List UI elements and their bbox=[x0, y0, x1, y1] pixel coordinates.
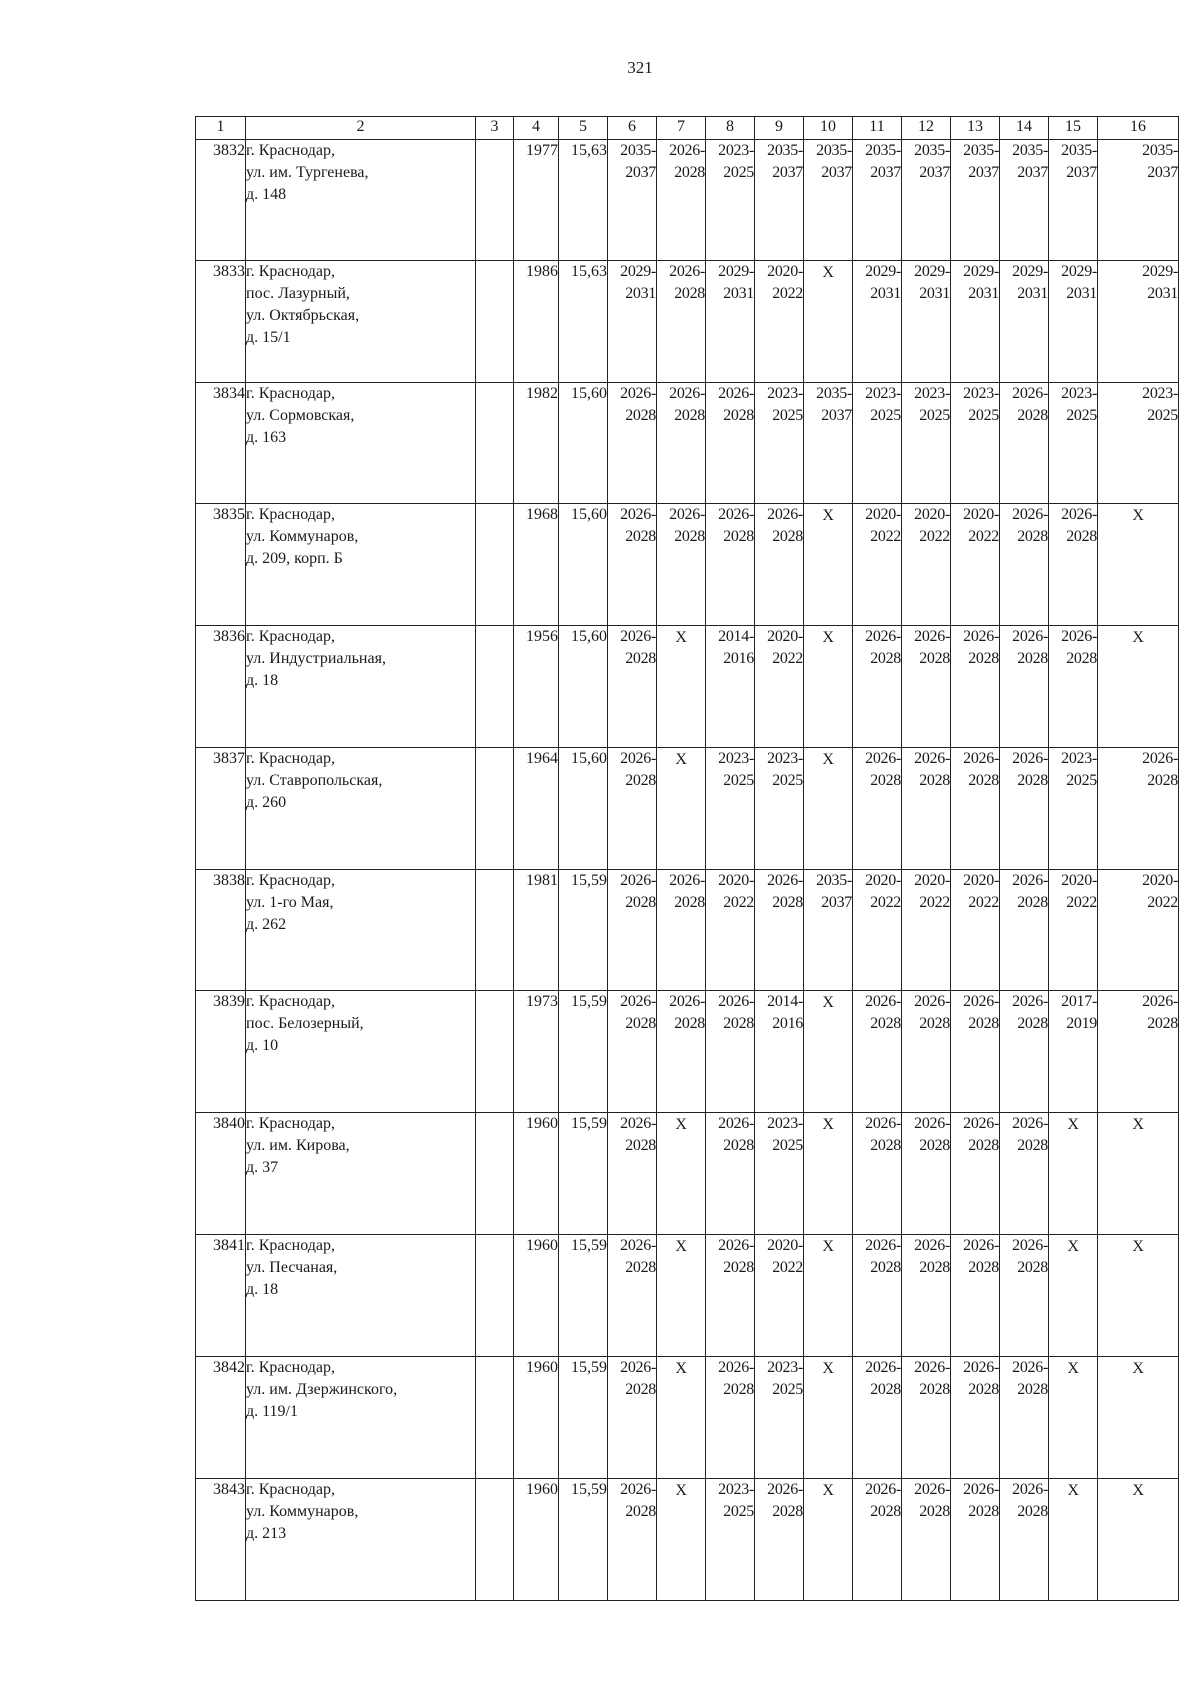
address-line: ул. им. Дзержинского, bbox=[246, 1381, 398, 1398]
period-cell-col-9: 2020- 2022 bbox=[755, 261, 804, 383]
wear-cell: 15,60 bbox=[559, 626, 608, 748]
period-cell-col-11: 2020- 2022 bbox=[853, 504, 902, 626]
period-cell-col-15: 2026- 2028 bbox=[1049, 504, 1098, 626]
table-row bbox=[196, 140, 1179, 261]
address-line: пос. Белозерный, bbox=[246, 1015, 364, 1032]
period-cell-col-12: 2020- 2022 bbox=[902, 504, 951, 626]
column-3-cell bbox=[476, 1357, 514, 1479]
period-cell-col-6: 2026- 2028 bbox=[608, 626, 657, 748]
period-cell-col-11: 2029- 2031 bbox=[853, 261, 902, 383]
period-cell-col-15: X bbox=[1049, 1479, 1098, 1601]
period-cell-col-15: X bbox=[1049, 1235, 1098, 1357]
period-cell-col-7: X bbox=[657, 748, 706, 870]
period-cell-col-11: 2020- 2022 bbox=[853, 870, 902, 991]
period-cell-col-15: 2020- 2022 bbox=[1049, 870, 1098, 991]
column-header-3: 3 bbox=[476, 117, 514, 140]
column-header-5: 5 bbox=[559, 117, 608, 140]
table-row bbox=[196, 261, 1179, 383]
row-number: 3841 bbox=[196, 1235, 246, 1357]
address-line: ул. им. Тургенева, bbox=[246, 164, 369, 181]
column-3-cell bbox=[476, 1479, 514, 1601]
period-cell-col-6: 2029- 2031 bbox=[608, 261, 657, 383]
year-cell: 1968 bbox=[514, 504, 559, 626]
period-cell-col-12: 2026- 2028 bbox=[902, 1235, 951, 1357]
period-cell-col-16: X bbox=[1098, 1479, 1179, 1601]
column-3-cell bbox=[476, 991, 514, 1113]
period-cell-col-12: 2023- 2025 bbox=[902, 383, 951, 504]
address-line: г. Краснодар, bbox=[246, 872, 335, 889]
period-cell-col-12: 2020- 2022 bbox=[902, 870, 951, 991]
period-cell-col-7: 2026- 2028 bbox=[657, 140, 706, 261]
period-cell-col-16: 2023- 2025 bbox=[1098, 383, 1179, 504]
address-line: г. Краснодар, bbox=[246, 1481, 335, 1498]
period-cell-col-16: 2029- 2031 bbox=[1098, 261, 1179, 383]
address-line: ул. Ставропольская, bbox=[246, 772, 383, 789]
period-cell-col-14: 2026- 2028 bbox=[1000, 626, 1049, 748]
period-cell-col-16: X bbox=[1098, 1235, 1179, 1357]
row-number: 3835 bbox=[196, 504, 246, 626]
period-cell-col-14: 2026- 2028 bbox=[1000, 991, 1049, 1113]
column-header-14: 14 bbox=[1000, 117, 1049, 140]
column-header-10: 10 bbox=[804, 117, 853, 140]
table-row bbox=[196, 748, 1179, 870]
period-cell-col-14: 2026- 2028 bbox=[1000, 870, 1049, 991]
period-cell-col-7: 2026- 2028 bbox=[657, 991, 706, 1113]
period-cell-col-16: X bbox=[1098, 1113, 1179, 1235]
period-cell-col-7: X bbox=[657, 626, 706, 748]
period-cell-col-8: 2023- 2025 bbox=[706, 748, 755, 870]
row-number: 3839 bbox=[196, 991, 246, 1113]
period-cell-col-9: 2020- 2022 bbox=[755, 1235, 804, 1357]
address-line: г. Краснодар, bbox=[246, 385, 335, 402]
column-header-4: 4 bbox=[514, 117, 559, 140]
period-cell-col-7: X bbox=[657, 1479, 706, 1601]
period-cell-col-13: 2029- 2031 bbox=[951, 261, 1000, 383]
period-cell-col-9: 2026- 2028 bbox=[755, 870, 804, 991]
period-cell-col-12: 2035- 2037 bbox=[902, 140, 951, 261]
period-cell-col-13: 2035- 2037 bbox=[951, 140, 1000, 261]
period-cell-col-8: 2026- 2028 bbox=[706, 1235, 755, 1357]
column-3-cell bbox=[476, 870, 514, 991]
column-header-6: 6 bbox=[608, 117, 657, 140]
table-row bbox=[196, 1113, 1179, 1235]
column-header-13: 13 bbox=[951, 117, 1000, 140]
period-cell-col-7: X bbox=[657, 1235, 706, 1357]
row-number: 3834 bbox=[196, 383, 246, 504]
column-header-9: 9 bbox=[755, 117, 804, 140]
period-cell-col-10: X bbox=[804, 1357, 853, 1479]
period-cell-col-13: 2026- 2028 bbox=[951, 1235, 1000, 1357]
column-header-1: 1 bbox=[196, 117, 246, 140]
period-cell-col-11: 2023- 2025 bbox=[853, 383, 902, 504]
address-line: г. Краснодар, bbox=[246, 506, 335, 523]
year-cell: 1964 bbox=[514, 748, 559, 870]
row-number: 3842 bbox=[196, 1357, 246, 1479]
period-cell-col-10: X bbox=[804, 626, 853, 748]
period-cell-col-9: 2014- 2016 bbox=[755, 991, 804, 1113]
period-cell-col-10: X bbox=[804, 1479, 853, 1601]
period-cell-col-16: X bbox=[1098, 626, 1179, 748]
period-cell-col-7: X bbox=[657, 1357, 706, 1479]
period-cell-col-10: 2035- 2037 bbox=[804, 383, 853, 504]
column-3-cell bbox=[476, 140, 514, 261]
row-number: 3832 bbox=[196, 140, 246, 261]
period-cell-col-8: 2029- 2031 bbox=[706, 261, 755, 383]
period-cell-col-16: 2026- 2028 bbox=[1098, 991, 1179, 1113]
period-cell-col-6: 2026- 2028 bbox=[608, 1113, 657, 1235]
period-cell-col-8: 2014- 2016 bbox=[706, 626, 755, 748]
header-row bbox=[196, 117, 1179, 140]
row-number: 3833 bbox=[196, 261, 246, 383]
period-cell-col-12: 2026- 2028 bbox=[902, 1357, 951, 1479]
period-cell-col-16: 2020- 2022 bbox=[1098, 870, 1179, 991]
address-line: д. 260 bbox=[246, 794, 287, 811]
table-row bbox=[196, 383, 1179, 504]
wear-cell: 15,59 bbox=[559, 1479, 608, 1601]
address-cell bbox=[246, 261, 476, 383]
address-line: ул. Октябрьская, bbox=[246, 307, 360, 324]
period-cell-col-12: 2029- 2031 bbox=[902, 261, 951, 383]
period-cell-col-14: 2026- 2028 bbox=[1000, 383, 1049, 504]
housing-register-table bbox=[195, 116, 1179, 1601]
column-header-16: 16 bbox=[1098, 117, 1179, 140]
column-3-cell bbox=[476, 383, 514, 504]
column-3-cell bbox=[476, 261, 514, 383]
table-row bbox=[196, 626, 1179, 748]
period-cell-col-15: X bbox=[1049, 1113, 1098, 1235]
column-3-cell bbox=[476, 748, 514, 870]
period-cell-col-11: 2026- 2028 bbox=[853, 1235, 902, 1357]
table-row bbox=[196, 1357, 1179, 1479]
period-cell-col-15: 2023- 2025 bbox=[1049, 748, 1098, 870]
column-header-12: 12 bbox=[902, 117, 951, 140]
address-line: д. 18 bbox=[246, 672, 279, 689]
address-line: д. 37 bbox=[246, 1159, 279, 1176]
period-cell-col-6: 2026- 2028 bbox=[608, 748, 657, 870]
column-header-7: 7 bbox=[657, 117, 706, 140]
period-cell-col-7: 2026- 2028 bbox=[657, 504, 706, 626]
period-cell-col-13: 2023- 2025 bbox=[951, 383, 1000, 504]
address-cell bbox=[246, 504, 476, 626]
column-3-cell bbox=[476, 626, 514, 748]
year-cell: 1977 bbox=[514, 140, 559, 261]
address-line: пос. Лазурный, bbox=[246, 285, 350, 302]
period-cell-col-14: 2026- 2028 bbox=[1000, 1113, 1049, 1235]
period-cell-col-10: X bbox=[804, 261, 853, 383]
period-cell-col-8: 2026- 2028 bbox=[706, 1113, 755, 1235]
period-cell-col-12: 2026- 2028 bbox=[902, 748, 951, 870]
period-cell-col-7: X bbox=[657, 1113, 706, 1235]
period-cell-col-13: 2020- 2022 bbox=[951, 504, 1000, 626]
address-line: г. Краснодар, bbox=[246, 1359, 335, 1376]
period-cell-col-10: 2035- 2037 bbox=[804, 140, 853, 261]
period-cell-col-13: 2020- 2022 bbox=[951, 870, 1000, 991]
period-cell-col-14: 2026- 2028 bbox=[1000, 1357, 1049, 1479]
address-line: д. 209, корп. Б bbox=[246, 550, 343, 567]
address-line: ул. Индустриальная, bbox=[246, 650, 386, 667]
period-cell-col-12: 2026- 2028 bbox=[902, 1479, 951, 1601]
wear-cell: 15,59 bbox=[559, 1357, 608, 1479]
period-cell-col-10: X bbox=[804, 991, 853, 1113]
period-cell-col-13: 2026- 2028 bbox=[951, 991, 1000, 1113]
period-cell-col-16: X bbox=[1098, 504, 1179, 626]
address-line: ул. 1-го Мая, bbox=[246, 894, 334, 911]
period-cell-col-6: 2026- 2028 bbox=[608, 1479, 657, 1601]
period-cell-col-6: 2026- 2028 bbox=[608, 870, 657, 991]
address-cell bbox=[246, 870, 476, 991]
address-line: ул. Коммунаров, bbox=[246, 528, 359, 545]
period-cell-col-7: 2026- 2028 bbox=[657, 383, 706, 504]
period-cell-col-8: 2020- 2022 bbox=[706, 870, 755, 991]
year-cell: 1960 bbox=[514, 1479, 559, 1601]
period-cell-col-16: 2026- 2028 bbox=[1098, 748, 1179, 870]
address-line: г. Краснодар, bbox=[246, 1115, 335, 1132]
period-cell-col-6: 2026- 2028 bbox=[608, 991, 657, 1113]
period-cell-col-8: 2023- 2025 bbox=[706, 1479, 755, 1601]
table-row bbox=[196, 504, 1179, 626]
row-number: 3843 bbox=[196, 1479, 246, 1601]
column-3-cell bbox=[476, 504, 514, 626]
period-cell-col-9: 2023- 2025 bbox=[755, 1113, 804, 1235]
wear-cell: 15,60 bbox=[559, 504, 608, 626]
period-cell-col-15: 2023- 2025 bbox=[1049, 383, 1098, 504]
wear-cell: 15,63 bbox=[559, 140, 608, 261]
wear-cell: 15,63 bbox=[559, 261, 608, 383]
column-header-15: 15 bbox=[1049, 117, 1098, 140]
period-cell-col-9: 2023- 2025 bbox=[755, 383, 804, 504]
page-number: 321 bbox=[627, 58, 653, 77]
year-cell: 1960 bbox=[514, 1113, 559, 1235]
period-cell-col-13: 2026- 2028 bbox=[951, 748, 1000, 870]
period-cell-col-10: X bbox=[804, 504, 853, 626]
address-line: д. 119/1 bbox=[246, 1403, 298, 1420]
row-number: 3840 bbox=[196, 1113, 246, 1235]
period-cell-col-16: 2035- 2037 bbox=[1098, 140, 1179, 261]
period-cell-col-9: 2035- 2037 bbox=[755, 140, 804, 261]
wear-cell: 15,60 bbox=[559, 383, 608, 504]
row-number: 3837 bbox=[196, 748, 246, 870]
row-number: 3838 bbox=[196, 870, 246, 991]
period-cell-col-8: 2026- 2028 bbox=[706, 383, 755, 504]
address-line: д. 10 bbox=[246, 1037, 279, 1054]
table-row bbox=[196, 1479, 1179, 1601]
period-cell-col-10: X bbox=[804, 1113, 853, 1235]
period-cell-col-6: 2035- 2037 bbox=[608, 140, 657, 261]
period-cell-col-13: 2026- 2028 bbox=[951, 1357, 1000, 1479]
period-cell-col-15: 2026- 2028 bbox=[1049, 626, 1098, 748]
address-line: ул. Сормовская, bbox=[246, 407, 355, 424]
period-cell-col-15: 2035- 2037 bbox=[1049, 140, 1098, 261]
period-cell-col-14: 2035- 2037 bbox=[1000, 140, 1049, 261]
address-cell bbox=[246, 383, 476, 504]
table-row bbox=[196, 1235, 1179, 1357]
address-cell bbox=[246, 1113, 476, 1235]
period-cell-col-12: 2026- 2028 bbox=[902, 1113, 951, 1235]
period-cell-col-8: 2023- 2025 bbox=[706, 140, 755, 261]
period-cell-col-14: 2026- 2028 bbox=[1000, 748, 1049, 870]
period-cell-col-14: 2026- 2028 bbox=[1000, 1235, 1049, 1357]
period-cell-col-12: 2026- 2028 bbox=[902, 991, 951, 1113]
address-line: г. Краснодар, bbox=[246, 1237, 335, 1254]
address-line: д. 18 bbox=[246, 1281, 279, 1298]
period-cell-col-16: X bbox=[1098, 1357, 1179, 1479]
period-cell-col-8: 2026- 2028 bbox=[706, 1357, 755, 1479]
period-cell-col-12: 2026- 2028 bbox=[902, 626, 951, 748]
period-cell-col-15: 2017- 2019 bbox=[1049, 991, 1098, 1113]
year-cell: 1982 bbox=[514, 383, 559, 504]
column-header-2: 2 bbox=[246, 117, 476, 140]
address-line: д. 15/1 bbox=[246, 329, 291, 346]
address-line: ул. Коммунаров, bbox=[246, 1503, 359, 1520]
period-cell-col-13: 2026- 2028 bbox=[951, 626, 1000, 748]
period-cell-col-11: 2035- 2037 bbox=[853, 140, 902, 261]
address-cell bbox=[246, 1235, 476, 1357]
period-cell-col-9: 2026- 2028 bbox=[755, 1479, 804, 1601]
year-cell: 1973 bbox=[514, 991, 559, 1113]
wear-cell: 15,60 bbox=[559, 748, 608, 870]
period-cell-col-13: 2026- 2028 bbox=[951, 1113, 1000, 1235]
address-cell bbox=[246, 140, 476, 261]
period-cell-col-9: 2023- 2025 bbox=[755, 1357, 804, 1479]
address-cell bbox=[246, 748, 476, 870]
address-cell bbox=[246, 626, 476, 748]
address-line: г. Краснодар, bbox=[246, 142, 335, 159]
address-line: г. Краснодар, bbox=[246, 263, 335, 280]
year-cell: 1960 bbox=[514, 1357, 559, 1479]
address-cell bbox=[246, 1479, 476, 1601]
address-cell bbox=[246, 1357, 476, 1479]
period-cell-col-8: 2026- 2028 bbox=[706, 504, 755, 626]
address-line: ул. Песчаная, bbox=[246, 1259, 338, 1276]
address-line: г. Краснодар, bbox=[246, 993, 335, 1010]
period-cell-col-6: 2026- 2028 bbox=[608, 383, 657, 504]
row-number: 3836 bbox=[196, 626, 246, 748]
table-row bbox=[196, 991, 1179, 1113]
period-cell-col-6: 2026- 2028 bbox=[608, 504, 657, 626]
table-body bbox=[196, 140, 1179, 1601]
period-cell-col-11: 2026- 2028 bbox=[853, 1479, 902, 1601]
period-cell-col-10: 2035- 2037 bbox=[804, 870, 853, 991]
address-cell bbox=[246, 991, 476, 1113]
address-line: г. Краснодар, bbox=[246, 628, 335, 645]
period-cell-col-11: 2026- 2028 bbox=[853, 991, 902, 1113]
year-cell: 1960 bbox=[514, 1235, 559, 1357]
period-cell-col-9: 2026- 2028 bbox=[755, 504, 804, 626]
period-cell-col-14: 2026- 2028 bbox=[1000, 504, 1049, 626]
period-cell-col-7: 2026- 2028 bbox=[657, 261, 706, 383]
period-cell-col-11: 2026- 2028 bbox=[853, 626, 902, 748]
address-line: д. 148 bbox=[246, 186, 287, 203]
period-cell-col-15: 2029- 2031 bbox=[1049, 261, 1098, 383]
address-line: д. 213 bbox=[246, 1525, 287, 1542]
address-line: г. Краснодар, bbox=[246, 750, 335, 767]
period-cell-col-7: 2026- 2028 bbox=[657, 870, 706, 991]
wear-cell: 15,59 bbox=[559, 870, 608, 991]
address-line: ул. им. Кирова, bbox=[246, 1137, 350, 1154]
year-cell: 1981 bbox=[514, 870, 559, 991]
year-cell: 1986 bbox=[514, 261, 559, 383]
period-cell-col-11: 2026- 2028 bbox=[853, 748, 902, 870]
period-cell-col-6: 2026- 2028 bbox=[608, 1235, 657, 1357]
year-cell: 1956 bbox=[514, 626, 559, 748]
period-cell-col-11: 2026- 2028 bbox=[853, 1113, 902, 1235]
period-cell-col-8: 2026- 2028 bbox=[706, 991, 755, 1113]
period-cell-col-6: 2026- 2028 bbox=[608, 1357, 657, 1479]
address-line: д. 163 bbox=[246, 429, 287, 446]
period-cell-col-11: 2026- 2028 bbox=[853, 1357, 902, 1479]
period-cell-col-10: X bbox=[804, 748, 853, 870]
period-cell-col-9: 2020- 2022 bbox=[755, 626, 804, 748]
address-line: д. 262 bbox=[246, 916, 287, 933]
wear-cell: 15,59 bbox=[559, 991, 608, 1113]
wear-cell: 15,59 bbox=[559, 1113, 608, 1235]
column-header-11: 11 bbox=[853, 117, 902, 140]
period-cell-col-15: X bbox=[1049, 1357, 1098, 1479]
column-3-cell bbox=[476, 1113, 514, 1235]
period-cell-col-14: 2026- 2028 bbox=[1000, 1479, 1049, 1601]
column-3-cell bbox=[476, 1235, 514, 1357]
period-cell-col-10: X bbox=[804, 1235, 853, 1357]
wear-cell: 15,59 bbox=[559, 1235, 608, 1357]
column-header-8: 8 bbox=[706, 117, 755, 140]
period-cell-col-13: 2026- 2028 bbox=[951, 1479, 1000, 1601]
table-row bbox=[196, 870, 1179, 991]
period-cell-col-9: 2023- 2025 bbox=[755, 748, 804, 870]
period-cell-col-14: 2029- 2031 bbox=[1000, 261, 1049, 383]
